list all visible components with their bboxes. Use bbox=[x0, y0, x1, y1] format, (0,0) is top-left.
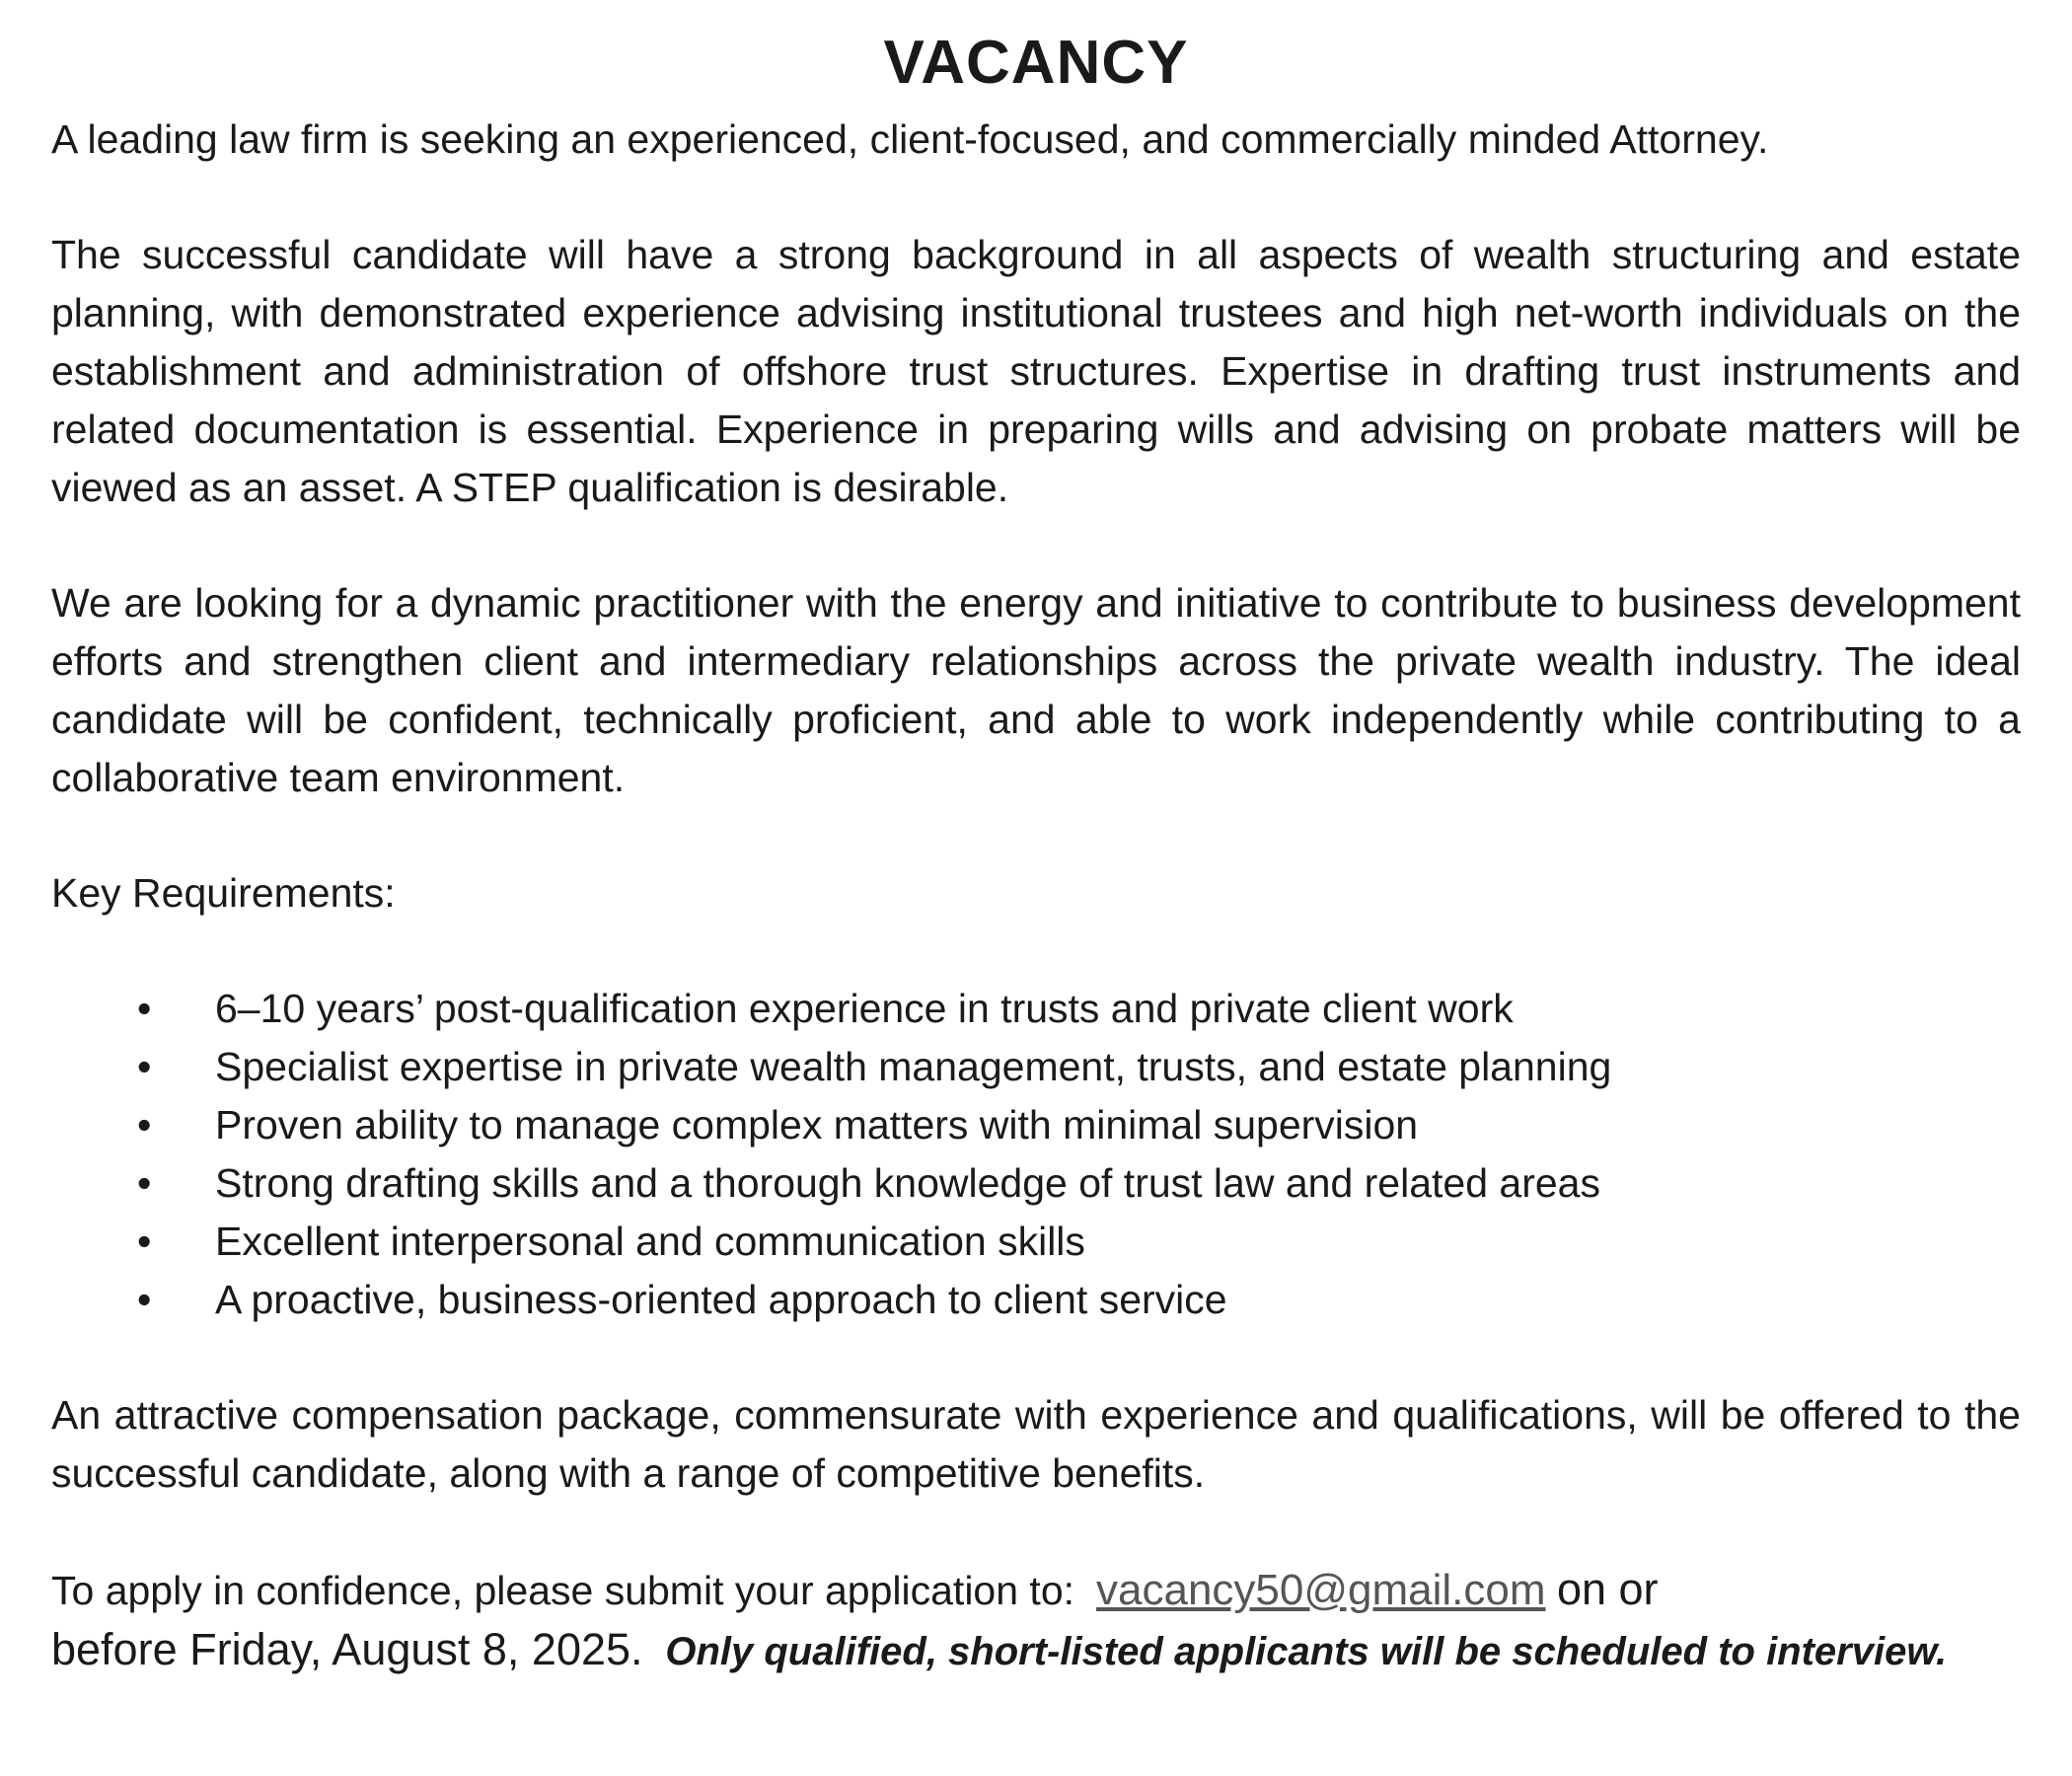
apply-deadline: before Friday, August 8, 2025. bbox=[51, 1624, 643, 1674]
requirement-item: • A proactive, business-oriented approach to client service bbox=[51, 1271, 2021, 1329]
application-instructions bbox=[51, 1560, 2021, 1681]
bullet-icon: • bbox=[137, 1219, 152, 1264]
bullet-icon: • bbox=[137, 1160, 152, 1206]
requirement-item: • Specialist expertise in private wealth management, trusts, and estate planning bbox=[51, 1038, 2021, 1096]
email-link[interactable]: vacancy50@gmail.com bbox=[1096, 1566, 1546, 1614]
requirements-heading: Key Requirements: bbox=[51, 870, 396, 916]
requirements-list bbox=[51, 980, 2021, 1329]
role-description-paragraph: The successful candidate will have a strong background in all aspects of wealth structuring and estate planning, with demonstrated experience advising institutional trustees and high net-worth individuals on the establishment and administration of offshore trust structures. Expertise in drafting trust instruments and related documentation is essential. Experience in preparing wills and advising on probate matters will be viewed as an asset. A STEP qualification is desirable. bbox=[51, 232, 2021, 510]
apply-prefix: To apply in confidence, please submit your application to: bbox=[51, 1568, 1075, 1613]
bullet-icon: • bbox=[137, 1102, 152, 1147]
bullet-icon: • bbox=[137, 986, 152, 1031]
requirement-item: • Proven ability to manage complex matters with minimal supervision bbox=[51, 1096, 2021, 1154]
apply-suffix-1: on or bbox=[1556, 1564, 1659, 1614]
intro-paragraph: A leading law firm is seeking an experienced, client-focused, and commercially minded Attorney. bbox=[51, 116, 1769, 162]
requirement-item: • 6–10 years’ post-qualification experience in trusts and private client work bbox=[51, 980, 2021, 1038]
requirement-item: • Excellent interpersonal and communication skills bbox=[51, 1213, 2021, 1271]
vacancy-document bbox=[51, 28, 2021, 1681]
page-title: VACANCY bbox=[883, 29, 1189, 97]
candidate-profile-paragraph: We are looking for a dynamic practitioner with the energy and initiative to contribute to business development efforts and strengthen client and intermediary relationships across the private wealth industry. The ideal candidate will be confident, technically proficient, and able to work independently while contributing to a collaborative team environment. bbox=[51, 580, 2021, 800]
compensation-paragraph: An attractive compensation package, commensurate with experience and qualifications, will be offered to the successful candidate, along with a range of competitive benefits. bbox=[51, 1392, 2021, 1496]
bullet-icon: • bbox=[137, 1277, 152, 1322]
bullet-icon: • bbox=[137, 1044, 152, 1089]
requirement-item: • Strong drafting skills and a thorough knowledge of trust law and related areas bbox=[51, 1154, 2021, 1213]
shortlist-notice: Only qualified, short-listed applicants will be scheduled to interview. bbox=[665, 1630, 1948, 1673]
